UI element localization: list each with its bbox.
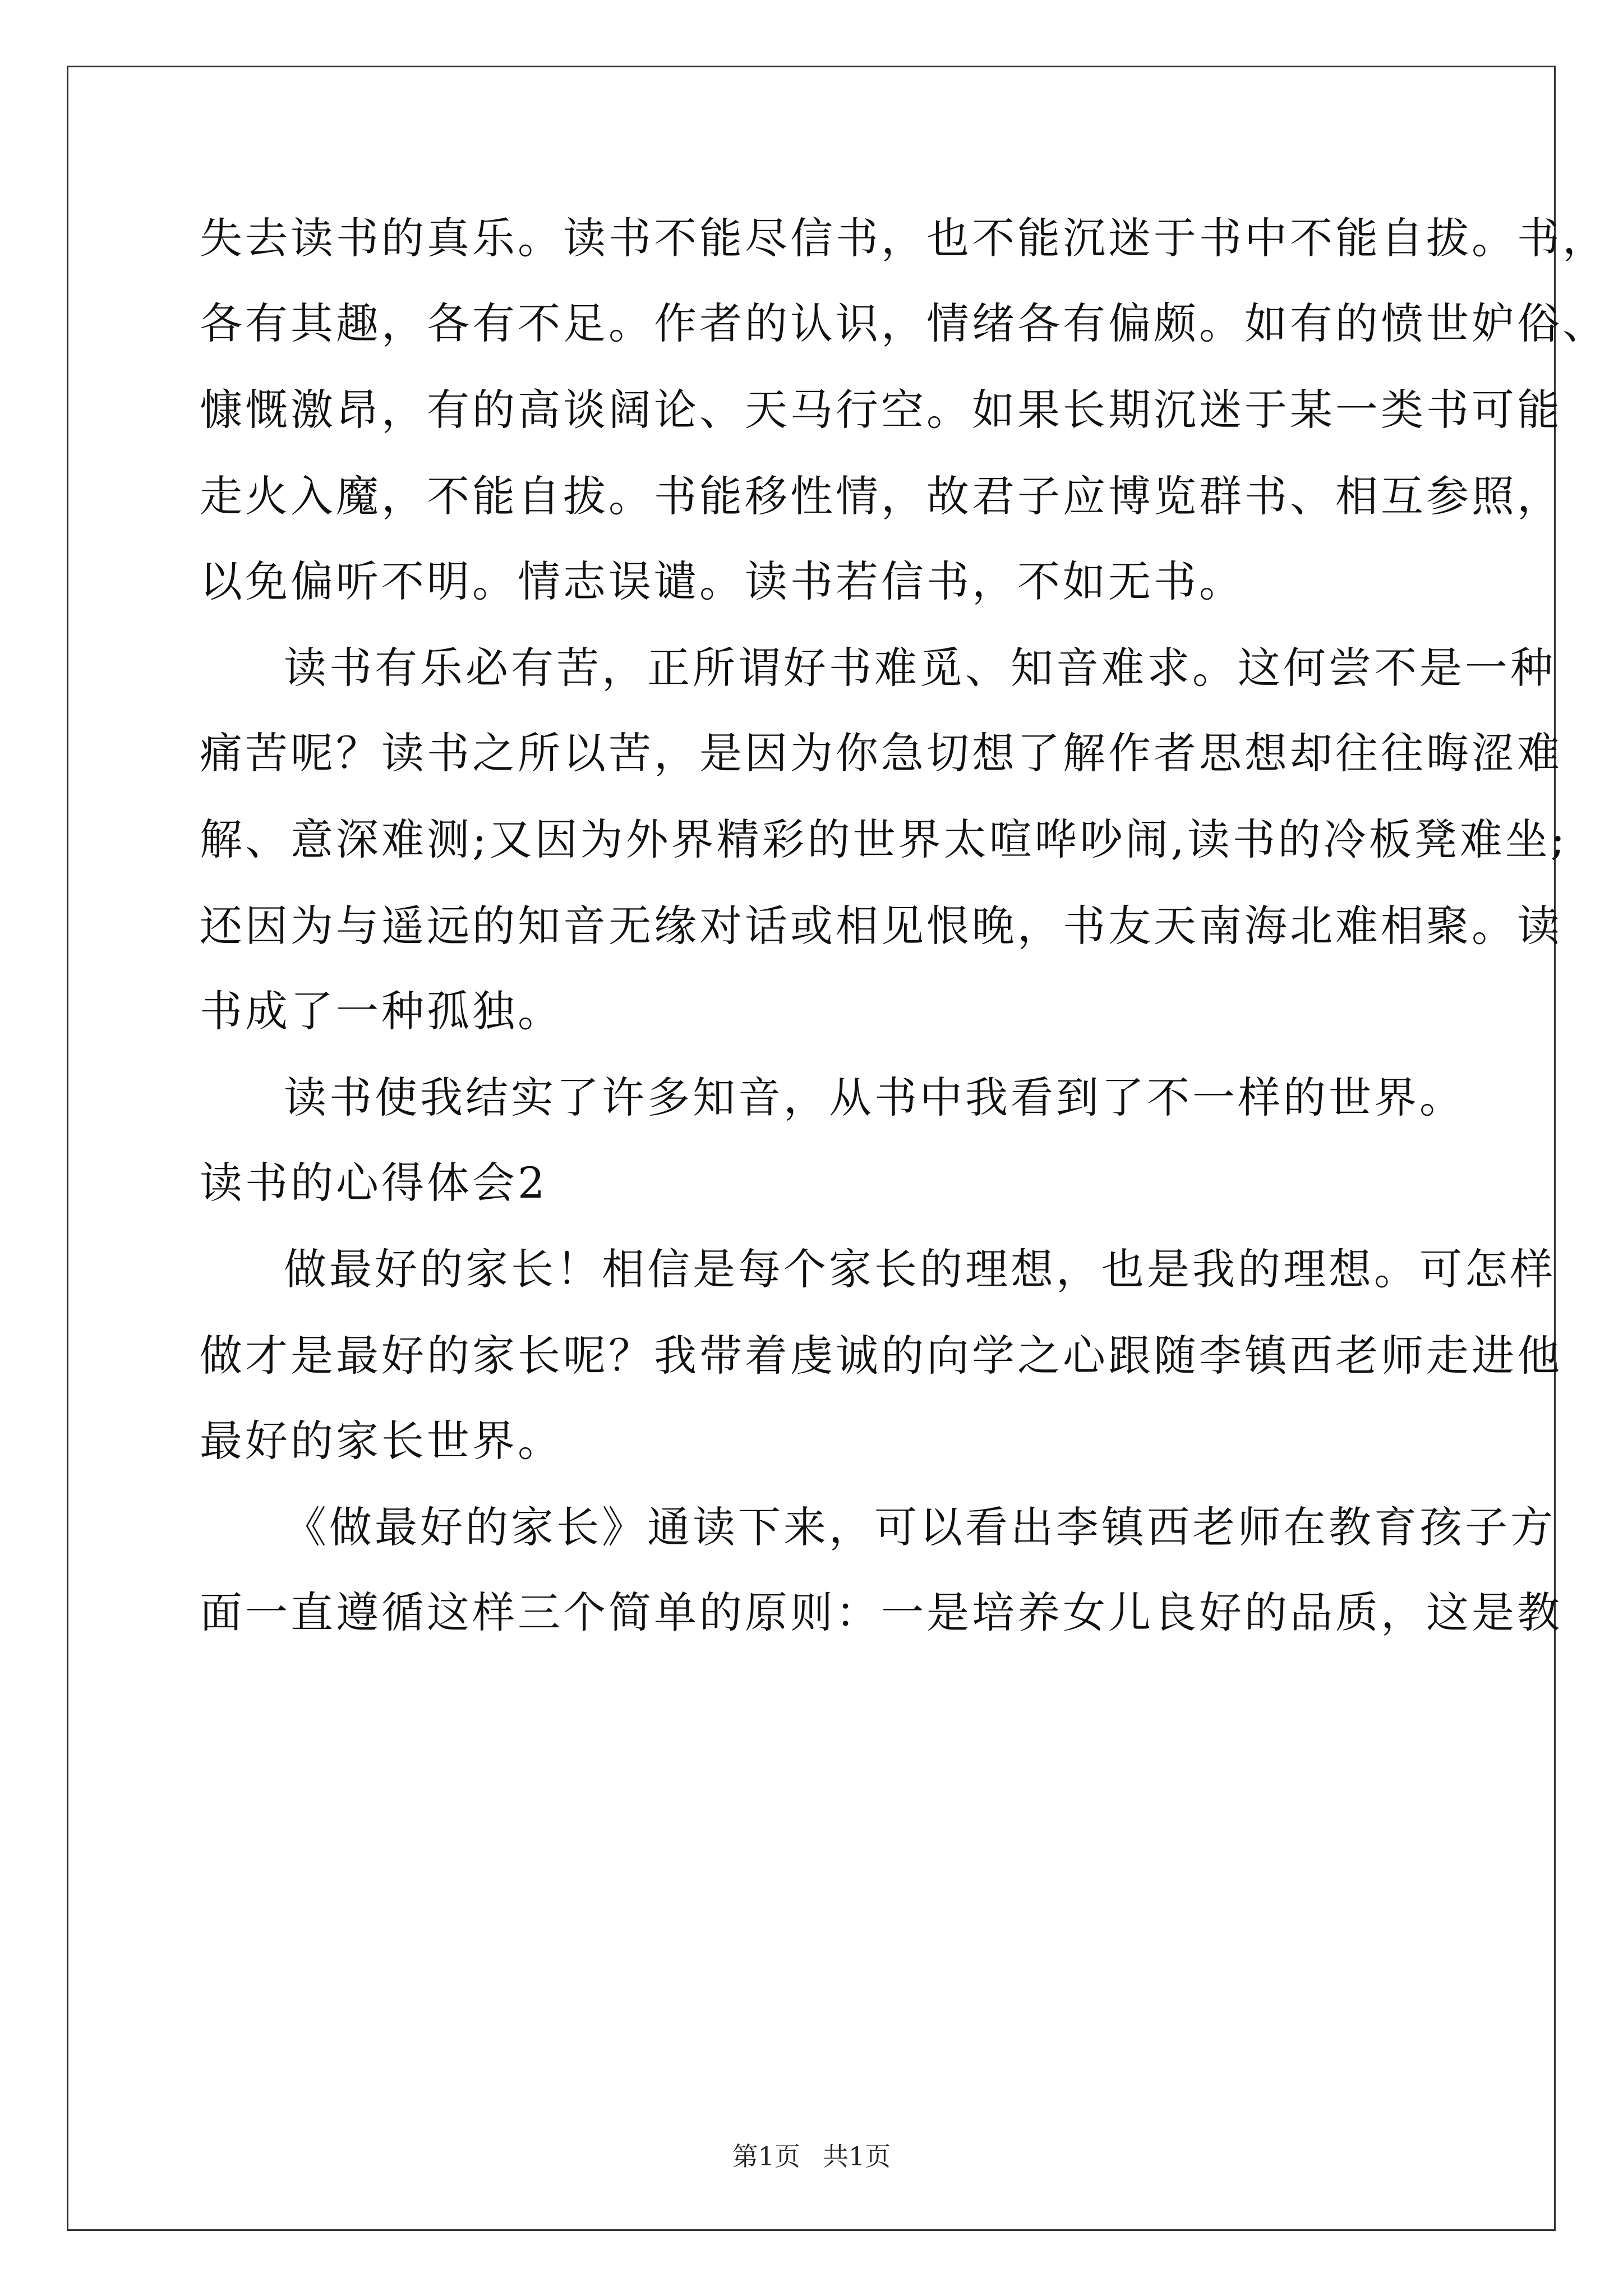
text-line: 书成了一种孤独。 — [200, 986, 563, 1036]
text-line: 慷慨激昂，有的高谈阔论、天马行空。如果长期沉迷于某一类书可能 — [200, 385, 1562, 435]
text-line: 解、意深难测;又因为外界精彩的世界太喧哗吵闹,读书的冷板凳难坐; — [200, 815, 1568, 864]
page-footer — [0, 2139, 1623, 2173]
text-line: 面一直遵循这样三个简单的原则：一是培养女儿良好的品质，这是教 — [200, 1588, 1562, 1637]
section-heading: 读书的心得体会2 — [200, 1158, 548, 1208]
page-total: 共1页 — [823, 2141, 891, 2171]
paragraph-start-line: 做最好的家长！相信是每个家长的理想，也是我的理想。可怎样 — [284, 1244, 1556, 1294]
text-line: 走火入魔，不能自拔。书能移性情，故君子应博览群书、相互参照， — [200, 471, 1562, 521]
text-line: 痛苦呢？读书之所以苦，是因为你急切想了解作者思想却往往晦涩难 — [200, 728, 1562, 778]
text-line: 做才是最好的家长呢？我带着虔诚的向学之心跟随李镇西老师走进他 — [200, 1331, 1562, 1381]
paragraph-start-line: 读书使我结实了许多知音，从书中我看到了不一样的世界。 — [284, 1073, 1465, 1122]
text-line: 失去读书的真乐。读书不能尽信书，也不能沉迷于书中不能自拔。书， — [200, 213, 1608, 263]
text-line: 以免偏听不明。情志误谴。读书若信书，不如无书。 — [200, 556, 1244, 606]
paragraph-start-line: 读书有乐必有苦，正所谓好书难觅、知音难求。这何尝不是一种 — [284, 643, 1556, 693]
paragraph-start-line: 《做最好的家长》通读下来，可以看出李镇西老师在教育孩子方 — [284, 1502, 1556, 1552]
page-number: 第1页 — [732, 2141, 800, 2171]
text-line: 各有其趣，各有不足。作者的认识，情绪各有偏颇。如有的愤世妒俗、 — [200, 298, 1608, 348]
text-line: 还因为与遥远的知音无缘对话或相见恨晚，书友天南海北难相聚。读 — [200, 901, 1562, 951]
text-line: 最好的家长世界。 — [200, 1416, 563, 1466]
